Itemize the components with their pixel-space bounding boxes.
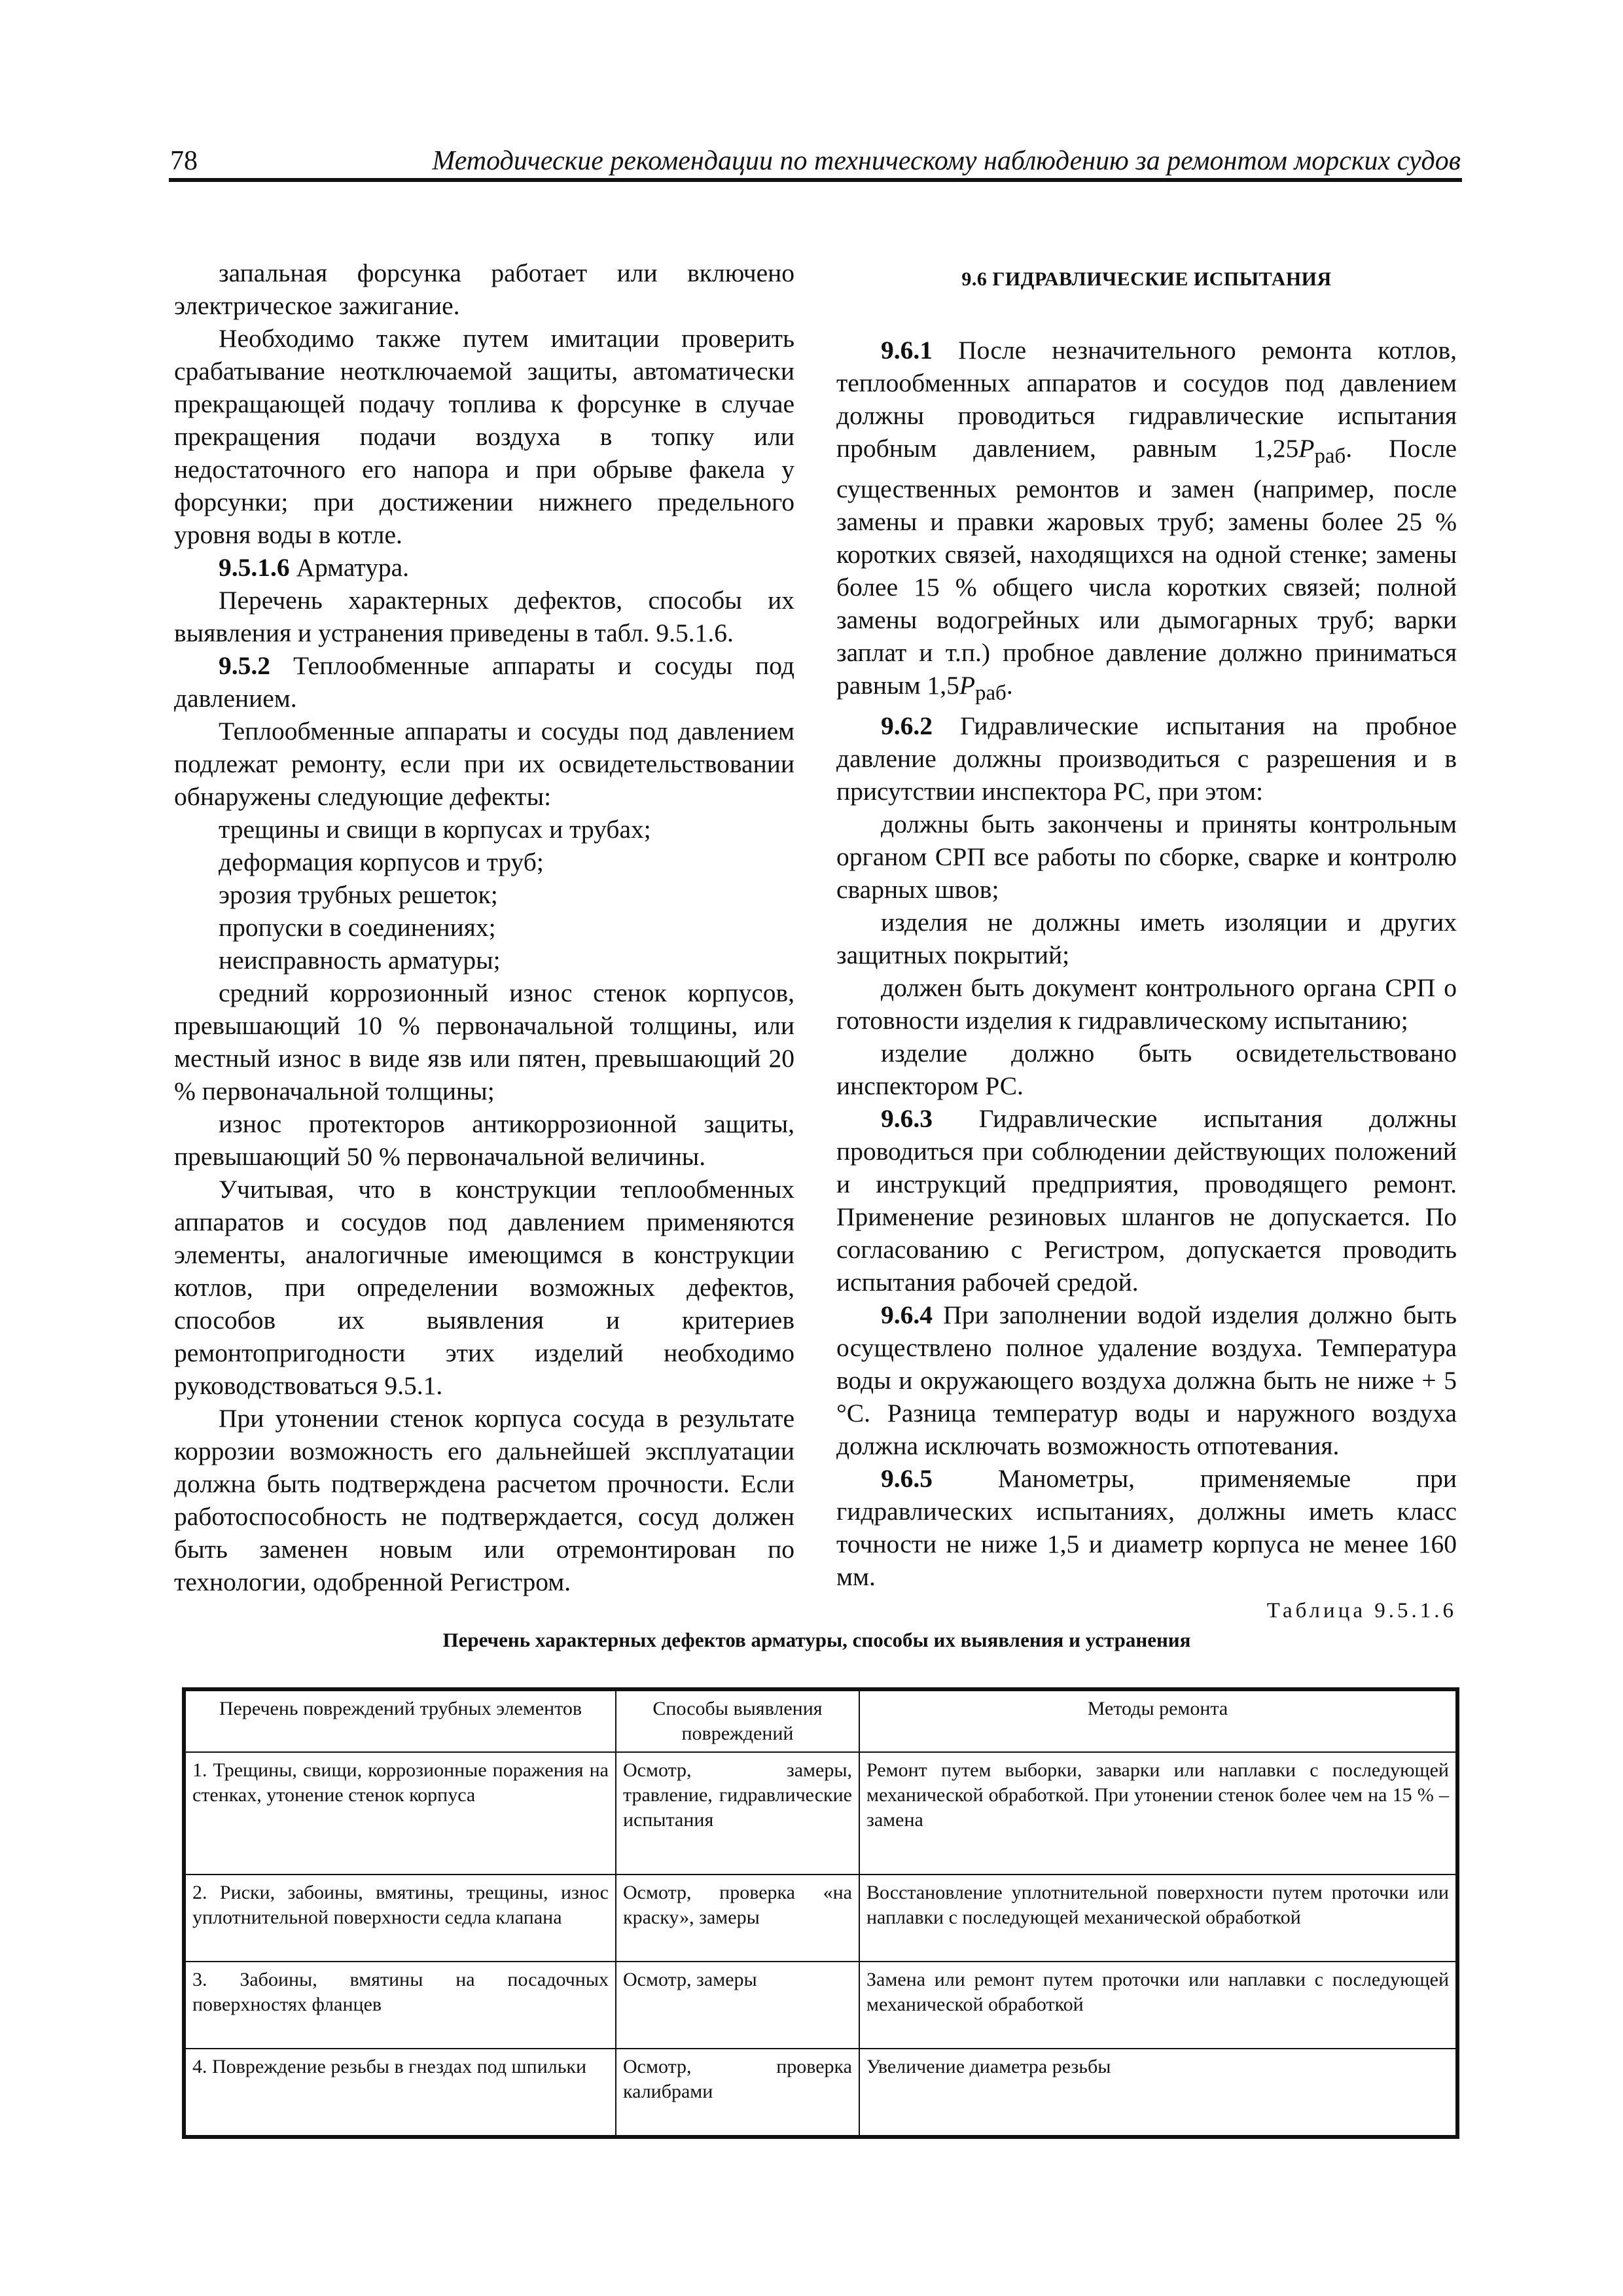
clause-text: . После существенных ремонтов и замен (например, после замены и правки жаровых труб; замены более 25 % коротких связей, находящихся на одной стенке; замены более 15 % общего числа коротких связей; полной замены водогрейных или дымогарных труб; варки заплат и т.п.) пробное давление должно приниматься равным 1,5 bbox=[836, 434, 1457, 700]
table-header-row bbox=[185, 1691, 1456, 1752]
paragraph: запальная форсунка работает или включено электрическое зажигание. bbox=[174, 259, 794, 320]
paragraph bbox=[836, 1299, 1457, 1462]
running-title: Методические рекомендации по техническому наблюдению за ремонтом морских судов bbox=[432, 146, 1461, 176]
list-item: износ протекторов антикоррозионной защиты, превышающий 50 % первоначальной величины. bbox=[174, 1109, 794, 1171]
column-header: Методы ремонта bbox=[859, 1691, 1456, 1752]
pressure-symbol: P bbox=[959, 670, 975, 700]
clause-number: 9.6.5 bbox=[881, 1463, 933, 1493]
pressure-subscript: раб bbox=[975, 681, 1007, 705]
table-cell: 4. Повреждение резьбы в гнездах под шпильки bbox=[185, 2049, 616, 2136]
paragraph: Необходимо также путем имитации проверить срабатывание неотключаемой защиты, автоматически прекращающей подачу топлива к форсунке в случае прекращения подачи воздуха в топку или недостаточного его напора и при обрыве факела у форсунки; при достижении нижнего предельного уровня воды в котле. bbox=[174, 324, 794, 549]
list-item: изделия не должны иметь изоляции и других защитных покрытий; bbox=[836, 907, 1457, 969]
table-cell: Восстановление уплотнительной поверхности путем проточки или наплавки с последующей механической обработкой bbox=[859, 1874, 1456, 1962]
table-cell: 2. Риски, забоины, вмятины, трещины, износ уплотнительной поверхности седла клапана bbox=[185, 1874, 616, 1962]
right-column bbox=[836, 257, 1457, 1627]
subsection-heading bbox=[174, 551, 794, 584]
list-item: изделие должно быть освидетельствовано инспектором РС. bbox=[836, 1038, 1457, 1100]
clause-number: 9.5.1.6 bbox=[219, 553, 290, 582]
paragraph: При утонении стенок корпуса сосуда в результате коррозии возможность его дальнейшей эксплуатации должна быть подтверждена расчетом прочности. Если работоспособность не подтверждается, сосуд должен быть заменен новым или отремонтирован по технологии, одобренной Регистром. bbox=[174, 1404, 794, 1596]
column-header: Перечень повреждений трубных элементов bbox=[185, 1691, 616, 1752]
clause-text: Арматура. bbox=[289, 553, 410, 582]
clause-number: 9.6.1 bbox=[881, 336, 933, 365]
list-item: деформация корпусов и труб; bbox=[219, 848, 544, 876]
paragraph bbox=[836, 1462, 1457, 1593]
clause-number: 9.6.3 bbox=[881, 1103, 933, 1133]
paragraph: Перечень характерных дефектов, способы их выявления и устранения приведены в табл. 9.5.1.6. bbox=[174, 586, 794, 647]
table-cell: 1. Трещины, свищи, коррозионные поражения на стенках, утонение стенок корпуса bbox=[185, 1752, 616, 1874]
clause-number: 9.6.4 bbox=[881, 1300, 933, 1329]
list-item: пропуски в соединениях; bbox=[219, 913, 496, 942]
paragraph bbox=[836, 709, 1457, 808]
paragraph bbox=[836, 1102, 1457, 1299]
table-cell: Осмотр, проверка калибрами bbox=[616, 2049, 859, 2136]
list-item: средний коррозионный износ стенок корпусов, превышающий 10 % первоначальной толщины, или местный износ в виде язв или пятен, превышающий 20 % первоначальной толщины; bbox=[174, 978, 794, 1105]
paragraph: Теплообменные аппараты и сосуды под давлением подлежат ремонту, если при их освидетельствовании обнаружены следующие дефекты: bbox=[174, 717, 794, 811]
table-row bbox=[185, 1752, 1456, 1874]
left-column bbox=[174, 257, 794, 1598]
clause-number: 9.5.2 bbox=[219, 651, 270, 680]
paragraph: Учитывая, что в конструкции теплообменных аппаратов и сосудов под давлением применяются элементы, аналогичные имеющимся в конструкции котлов, при определении возможных дефектов, способов их выявления и критериев ремонтопригодности этих изделий необходимо руководствоваться 9.5.1. bbox=[174, 1175, 794, 1400]
clause-text: Гидравлические испытания на пробное давление должны производиться с разрешения и в присутствии инспектора РС, при этом: bbox=[836, 711, 1457, 806]
clause-text: После незначительного ремонта котлов, теплообменных аппаратов и сосудов под давлением должны проводиться гидравлические испытания пробным давлением, равным 1,25 bbox=[836, 336, 1457, 463]
header-rule bbox=[169, 178, 1462, 182]
table-cell: Увеличение диаметра резьбы bbox=[859, 2049, 1456, 2136]
table-row bbox=[185, 1874, 1456, 1962]
defects-table bbox=[182, 1687, 1459, 2139]
table-label: Таблица 9.5.1.6 bbox=[1266, 1598, 1457, 1623]
page-number: 78 bbox=[170, 146, 198, 176]
table-row bbox=[185, 1962, 1456, 2049]
column-header: Способы выявления повреждений bbox=[616, 1691, 859, 1752]
table-cell: Осмотр, замеры, травление, гидравлические испытания bbox=[616, 1752, 859, 1874]
table-cell: Ремонт путем выборки, заварки или наплавки с последующей механической обработкой. При утонении стенок более чем на 15 % – замена bbox=[859, 1752, 1456, 1874]
paragraph bbox=[836, 334, 1457, 709]
clause-text: . bbox=[1006, 670, 1013, 700]
list-item: неисправность арматуры; bbox=[219, 946, 501, 975]
clause-number: 9.6.2 bbox=[881, 711, 933, 740]
section-title: 9.6 ГИДРАВЛИЧЕСКИЕ ИСПЫТАНИЯ bbox=[961, 268, 1332, 290]
table-cell: Осмотр, проверка «на краску», замеры bbox=[616, 1874, 859, 1962]
clause-text: Гидравлические испытания должны проводиться при соблюдении действующих положений и инструкций предприятия, проводящего ремонт. Применение резиновых шлангов не допускается. По согласованию с Регистром, допускается проводить испытания рабочей средой. bbox=[836, 1103, 1457, 1297]
list-item: должны быть закончены и приняты контрольным органом СРП все работы по сборке, сварке и контролю сварных швов; bbox=[836, 809, 1457, 904]
list-item: должен быть документ контрольного органа СРП о готовности изделия к гидравлическому испытанию; bbox=[836, 973, 1457, 1035]
table-cell: 3. Забоины, вмятины на посадочных поверхностях фланцев bbox=[185, 1962, 616, 2049]
clause-text: Теплообменные аппараты и сосуды под давлением. bbox=[174, 651, 794, 713]
clause-text: При заполнении водой изделия должно быть осуществлено полное удаление воздуха. Температура воды и окружающего воздуха должна быть не ниже + 5 °С. Разница температур воды и наружного воздуха должна исключать возможность отпотевания. bbox=[836, 1300, 1457, 1460]
list-item: трещины и свищи в корпусах и трубах; bbox=[219, 815, 651, 844]
subsection-heading bbox=[174, 649, 794, 715]
table-row bbox=[185, 2049, 1456, 2136]
clause-text: Манометры, применяемые при гидравлических испытаниях, должны иметь класс точности не ниже 1,5 и диаметр корпуса не менее 160 мм. bbox=[836, 1463, 1457, 1591]
list-item: эрозия трубных решеток; bbox=[219, 880, 498, 909]
table-title: Перечень характерных дефектов арматуры, способы их выявления и устранения bbox=[442, 1628, 1191, 1651]
pressure-symbol: P bbox=[1298, 434, 1315, 463]
pressure-subscript: раб bbox=[1314, 444, 1346, 468]
table-cell: Замена или ремонт путем проточки или наплавки с последующей механической обработкой bbox=[859, 1962, 1456, 2049]
table-cell: Осмотр, замеры bbox=[616, 1962, 859, 2049]
